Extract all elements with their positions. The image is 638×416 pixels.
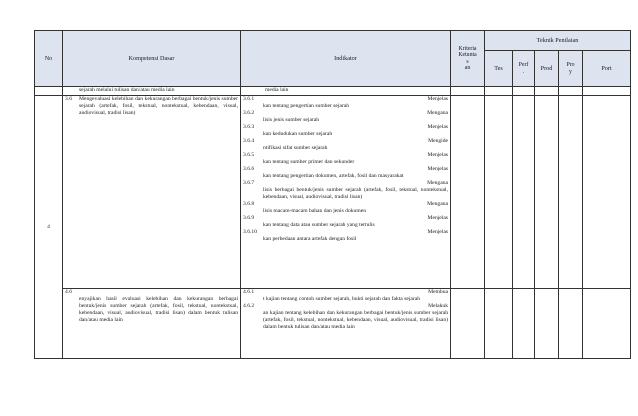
indicator-item — [243, 124, 448, 138]
indicator-text: lisis jenis sumber sejarah — [263, 117, 320, 123]
indicator-item — [243, 303, 448, 331]
table-row — [35, 87, 631, 96]
kd-3-6 — [63, 96, 241, 289]
indicator-item — [243, 215, 448, 229]
indicator-number: 3.6.6 — [243, 166, 255, 172]
continuation-indikator: media lain — [241, 87, 451, 96]
header-no: No — [35, 31, 63, 87]
continuation-kompetensi: sejarah melalui tulisan dan/atau media lain — [63, 87, 241, 96]
indicator-verb: Menjelas — [427, 166, 448, 172]
indicator-verb: Menjelas — [427, 152, 448, 158]
indicator-item — [243, 152, 448, 166]
header-teknik-penilaian: Teknik Penilaian — [485, 31, 631, 51]
indicator-number: 3.6.3 — [243, 124, 255, 130]
header-perf: Perf . — [513, 51, 535, 87]
indicator-number: 4.6.2 — [243, 303, 255, 309]
indicator-verb: Mengana — [427, 201, 448, 207]
kd-text: Mengevaluasi kelebihan dan kekurangan berbagai bentuk/jenis sumber sejarah (artefak, fosil, tekstual, nontekstual, kebendaan, visual, audiovisual, tradisi lisan) — [79, 96, 238, 116]
header-proy: Pro y — [559, 51, 583, 87]
indicator-number: 3.6.1 — [243, 96, 255, 102]
indicator-item — [243, 110, 448, 124]
indicator-number: 3.6.4 — [243, 138, 255, 144]
indicator-text: kan tentang sumber primer dan sekunder — [263, 159, 355, 165]
indicator-item — [243, 289, 448, 303]
indicator-item — [243, 138, 448, 152]
indicator-verb: Mengana — [427, 110, 448, 116]
indicator-text: lisis macam-macam bahan dan jenis dokumen — [263, 208, 366, 214]
row-number: 4 — [35, 96, 63, 359]
indicator-number: 4.6.1 — [243, 289, 255, 295]
indicator-verb: Menjelas — [427, 215, 448, 221]
indicator-text: an kajian tentang kelebihan dan kekurangan berbagai bentuk/jenis sumber sejarah (artefak, fosil, tekstual, nontekstual, kebendaan, visual, audiovisual, tradisi lisan) dalam bentuk tulisan dan/atau media lain — [263, 310, 448, 330]
kd-number: 4.6 — [65, 289, 72, 295]
indicator-number: 3.6.2 — [243, 110, 255, 116]
header-port: Port — [583, 51, 631, 87]
indicator-item — [243, 166, 448, 180]
indicator-number: 3.6.7 — [243, 180, 255, 186]
header-tes: Tes — [485, 51, 513, 87]
indicator-verb: Membua — [428, 289, 448, 295]
kd-4-6 — [63, 289, 241, 359]
indicator-verb: Menjelas — [427, 229, 448, 235]
kd-number: 3.6 — [65, 96, 72, 102]
indicator-verb: Menjelas — [427, 124, 448, 130]
cell-empty — [35, 87, 63, 96]
indicator-text: kan perbedaan antara artefak dengan fosil — [263, 236, 357, 242]
table-row — [35, 96, 631, 289]
indicator-item — [243, 229, 448, 243]
indicator-number: 3.6.5 — [243, 152, 255, 158]
indicator-list-3-6 — [241, 96, 451, 289]
header-prod: Prod — [535, 51, 559, 87]
indicator-item — [243, 201, 448, 215]
indicator-verb: Mengide — [428, 138, 448, 144]
table-row — [35, 289, 631, 359]
indicator-text: ntifikasi sifat sumber sejarah — [263, 145, 328, 151]
indicator-text: kan kedudukan sumber sejarah — [263, 131, 333, 137]
indicator-item — [243, 96, 448, 110]
header-indikator: Indikator — [241, 31, 451, 87]
indicator-number: 3.6.8 — [243, 201, 255, 207]
indicator-list-4-6 — [241, 289, 451, 359]
indicator-text: t kajian tentang contoh sumber sejarah, bukti sejarah dan fakta sejarah — [263, 296, 421, 302]
assessment-table — [34, 30, 631, 359]
indicator-number: 3.6.9 — [243, 215, 255, 221]
header-kompetensi-dasar: Kompetensi Dasar — [63, 31, 241, 87]
indicator-verb: Menjelas — [427, 96, 448, 102]
indicator-text: kan tentang data atau sumber sejarah yang tertulis — [263, 222, 375, 228]
kd-text: enyajikan hasil evaluasi kelebihan dan kekurangan berbagai bentuk/jenis sumber sejarah (artefak, fosil, tekstual, nontekstual, kebendaan, visual, audiovisual, tradisi lisan) dalam bentuk tulisan dan/atau media lain — [79, 296, 238, 323]
indicator-text: kan tentang pengertian sumber sejarah — [263, 103, 350, 109]
indicator-number: 3.6.10 — [243, 229, 257, 235]
indicator-verb: Melakuk — [428, 303, 448, 309]
header-kriteria-ketuntasan: Kriteria Ketunta s an — [451, 31, 485, 87]
indicator-verb: Mengana — [427, 180, 448, 186]
indicator-item — [243, 180, 448, 201]
indicator-text: lisis berbagai bentuk/jenis sumber sejarah (artefak, fosil, tekstual, nontekstual, kebendaan, visual, audiovisual, tradisi lisan) — [263, 187, 448, 200]
indicator-text: kan tentang pengertian dokumen, artefak, fosil dan masyarakat — [263, 173, 404, 179]
